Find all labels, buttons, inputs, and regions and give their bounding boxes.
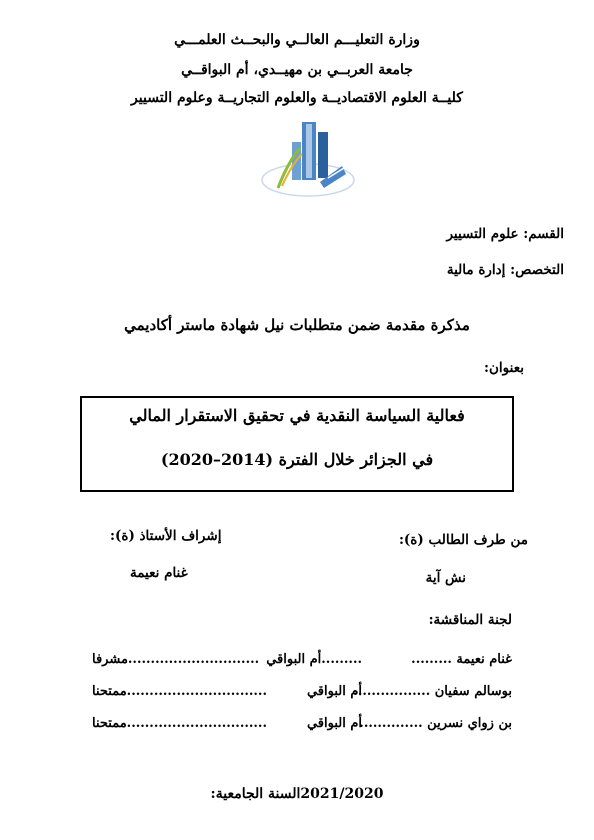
jury-label: لجنة المناقشة:	[428, 612, 512, 628]
jury-member-name: غنام نعيمة .........	[411, 652, 512, 667]
jury-member-role: .............................مشرفا	[92, 652, 260, 667]
jury-member-row	[92, 652, 512, 674]
supervisor-label: إشراف الأستاذ (ة):	[110, 528, 222, 544]
ministry-name: وزارة التعليـــم العالــي والبحــث العلمـــي	[174, 32, 420, 48]
jury-member-row	[92, 684, 512, 706]
jury-member-role: ...............................ممتحنا	[92, 716, 267, 731]
title-label: بعنوان:	[484, 360, 524, 376]
jury-member-place: .........أم البواقي	[266, 652, 362, 667]
university-name: جامعة العربــي بن مهيــدي، أم البواقــي	[181, 62, 413, 78]
jury-member-role: ...............................ممتحنا	[92, 684, 267, 699]
supervisor-name: غنام نعيمة	[130, 565, 188, 581]
student-label: من طرف الطالب (ة):	[398, 532, 528, 548]
jury-member-place: أم البواقي	[306, 716, 362, 731]
faculty-name: كليــة العلوم الاقتصاديــة والعلوم التجاريــة وعلوم التسيير	[131, 90, 463, 106]
memo-statement: مذكرة مقدمة ضمن متطلبات نيل شهادة ماستر أكاديمي	[124, 316, 470, 334]
jury-member-name: بوسالم سفيان .................	[353, 684, 512, 699]
university-logo-icon	[258, 118, 358, 200]
jury-member-place: أم البواقي	[306, 684, 362, 699]
jury-member-row	[92, 716, 512, 738]
thesis-title-line-1: فعالية السياسة النقدية في تحقيق الاستقرار المالي	[129, 406, 465, 425]
student-name: نش آية	[425, 570, 466, 586]
academic-year: 2021/2020السنة الجامعية:	[210, 786, 384, 802]
specialty-field: التخصص: إدارة مالية	[446, 262, 564, 278]
department-field: القسم: علوم التسيير	[446, 226, 564, 242]
jury-member-name: بن زواي نسرين ..............	[359, 716, 512, 731]
thesis-title-line-2: في الجزائر خلال الفترة (2014–2020)	[160, 450, 434, 469]
thesis-title-box	[80, 396, 514, 492]
